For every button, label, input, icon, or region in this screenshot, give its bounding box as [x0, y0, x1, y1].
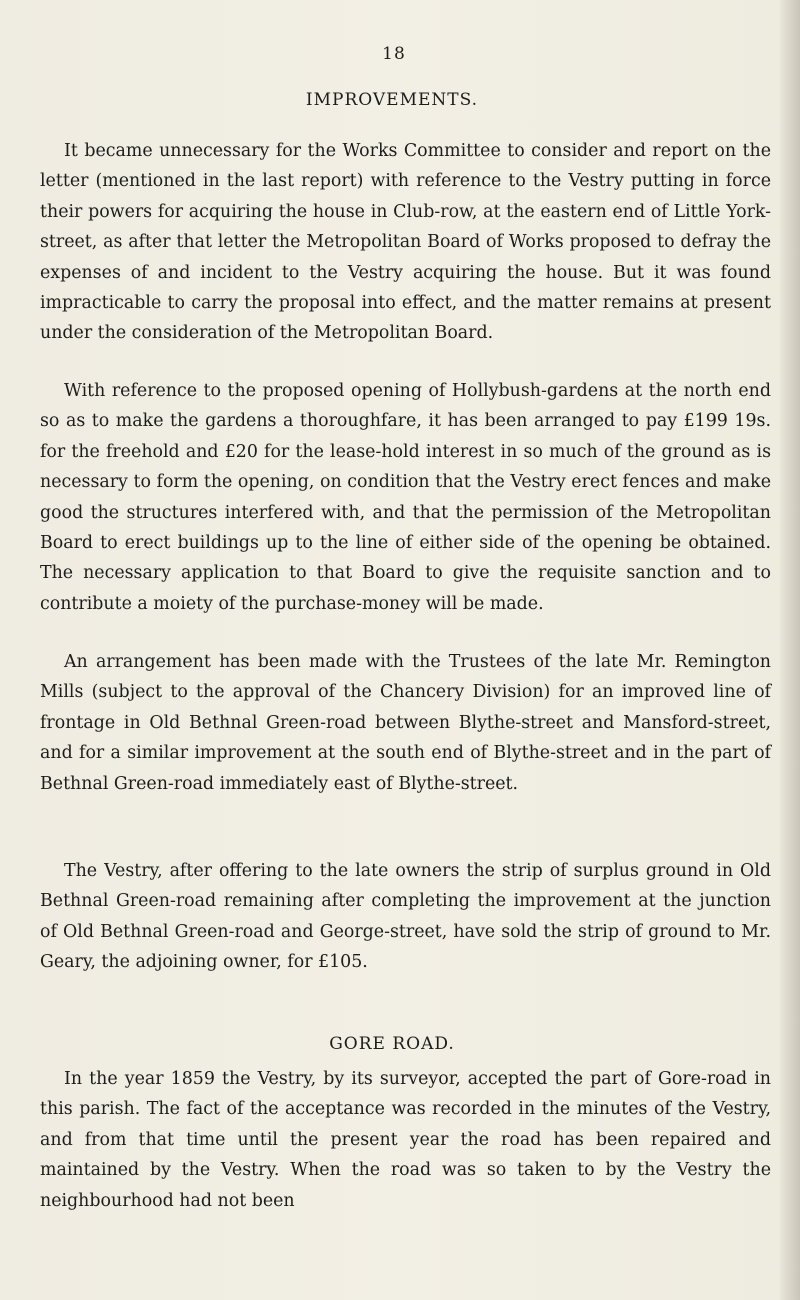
paragraph-surplus-ground: The Vestry, after offering to the late owners the strip of surplus ground in Old Bethnal Green-road remaining after completing the improvement at the junction of Old Bethnal Green-road and George-street, have sold the strip of ground to Mr. Geary, the adjoining owner, for £105.	[40, 861, 771, 973]
paragraph-remington-mills: An arrangement has been made with the Trustees of the late Mr. Remington Mills (subject to the approval of the Chancery Division) for an improved line of frontage in Old Bethnal Green-road between Blythe-street and Mansford-street, and for a similar improvement at the south end of Blythe-street and in the part of Bethnal Green-road immediately east of Blythe-street.	[40, 652, 771, 794]
section-heading-gore-road: GORE ROAD.	[329, 1034, 455, 1054]
page-edge-shadow	[780, 0, 800, 1300]
page-number: 18	[382, 44, 406, 64]
paragraph-hollybush-gardens: With reference to the proposed opening of Hollybush-gardens at the north end so as to make the gardens a thoroughfare, it has been arranged to pay £199 19s. for the freehold and £20 for the lease-hold interest in so much of the ground as is necessary to form the opening, on condition that the Vestry erect fences and make good the structures interfered with, and that the permission of the Metropolitan Board to erect buildings up to the line of either side of the opening be obtained. The necessary application to that Board to give the requisite sanction and to contribute a moiety of the purchase-money will be made.	[40, 381, 771, 614]
section-heading-improvements: IMPROVEMENTS.	[305, 90, 479, 110]
paragraph-club-row: It became unnecessary for the Works Committee to consider and report on the letter (mentioned in the last report) with reference to the Vestry putting in force their powers for acquiring the house in Club-row, at the eastern end of Little York-street, as after that letter the Metropolitan Board of Works proposed to defray the expenses of and incident to the Vestry acquiring the house. But it was found impracticable to carry the proposal into effect, and the matter remains at present under the consideration of the Metropolitan Board.	[40, 141, 771, 344]
paragraph-gore-road: In the year 1859 the Vestry, by its surveyor, accepted the part of Gore-road in this parish. The fact of the acceptance was recorded in the minutes of the Vestry, and from that time until the present year the road has been repaired and maintained by the Vestry. When the road was so taken to by the Vestry the neighbourhood had not been	[40, 1069, 771, 1211]
